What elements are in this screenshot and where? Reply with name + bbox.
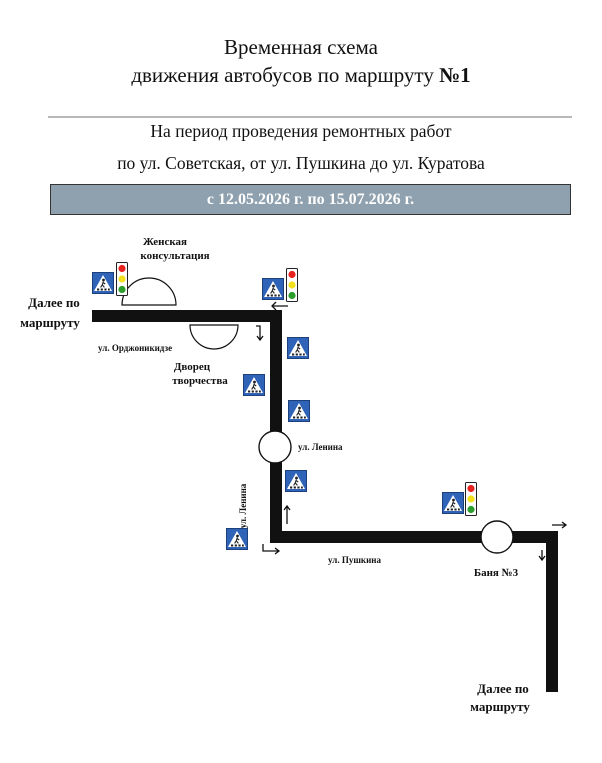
street-lenina-vertical: ул. Ленина	[238, 483, 248, 529]
arrow-down-icon	[256, 326, 263, 340]
start-label-line-2: маршруту	[20, 315, 80, 330]
lenina-ring-stop	[259, 431, 291, 463]
palace-label-line-2: творчества	[172, 375, 228, 387]
end-label-line-2: маршруту	[470, 699, 530, 714]
route-number: №1	[439, 63, 471, 87]
street-ordzhonikidze: ул. Орджоникидзе	[98, 343, 173, 353]
bath-label: Баня №3	[473, 567, 519, 579]
traffic-light-icon	[287, 269, 298, 302]
crosswalk-icon	[443, 493, 464, 514]
arrow-up-icon	[284, 506, 290, 524]
crosswalk-icon	[288, 338, 309, 359]
palace-label-line-1: Дворец	[173, 361, 211, 373]
arrow-down-icon	[539, 550, 545, 560]
crosswalk-icon	[227, 529, 248, 550]
title-text: движения автобусов по маршруту	[131, 63, 434, 87]
period-banner: с 12.05.2026 г. по 15.07.2026 г.	[50, 184, 571, 215]
crosswalk-icon	[263, 279, 284, 300]
crosswalk-icon	[286, 471, 307, 492]
arrow-right-icon	[552, 522, 566, 528]
crosswalk-icon	[289, 401, 310, 422]
traffic-light-icon	[117, 263, 128, 296]
street-lenina-right: ул. Ленина	[298, 442, 343, 452]
subtitle-line-1: На период проведения ремонтных работ	[150, 121, 452, 141]
subtitle-line-2: по ул. Советская, от ул. Пушкина до ул. Куратова	[117, 153, 485, 173]
title-line-1: Временная схема	[224, 35, 378, 59]
clinic-label-line-1: Женская	[142, 236, 188, 248]
crosswalk-icon	[93, 273, 114, 294]
street-pushkina: ул. Пушкина	[328, 555, 381, 565]
bath-ring-stop	[481, 521, 513, 553]
arrow-left-icon	[272, 302, 288, 310]
traffic-light-icon	[466, 483, 477, 516]
crosswalk-icon	[244, 375, 265, 396]
bus-route-line	[92, 316, 552, 692]
start-label-line-1: Далее по	[28, 295, 80, 310]
clinic-bus-stop	[122, 278, 176, 305]
end-label-line-1: Далее по	[477, 681, 529, 696]
arrow-right-icon	[263, 544, 279, 554]
palace-bus-stop	[190, 325, 238, 349]
clinic-label-line-2: консультация	[140, 250, 210, 262]
